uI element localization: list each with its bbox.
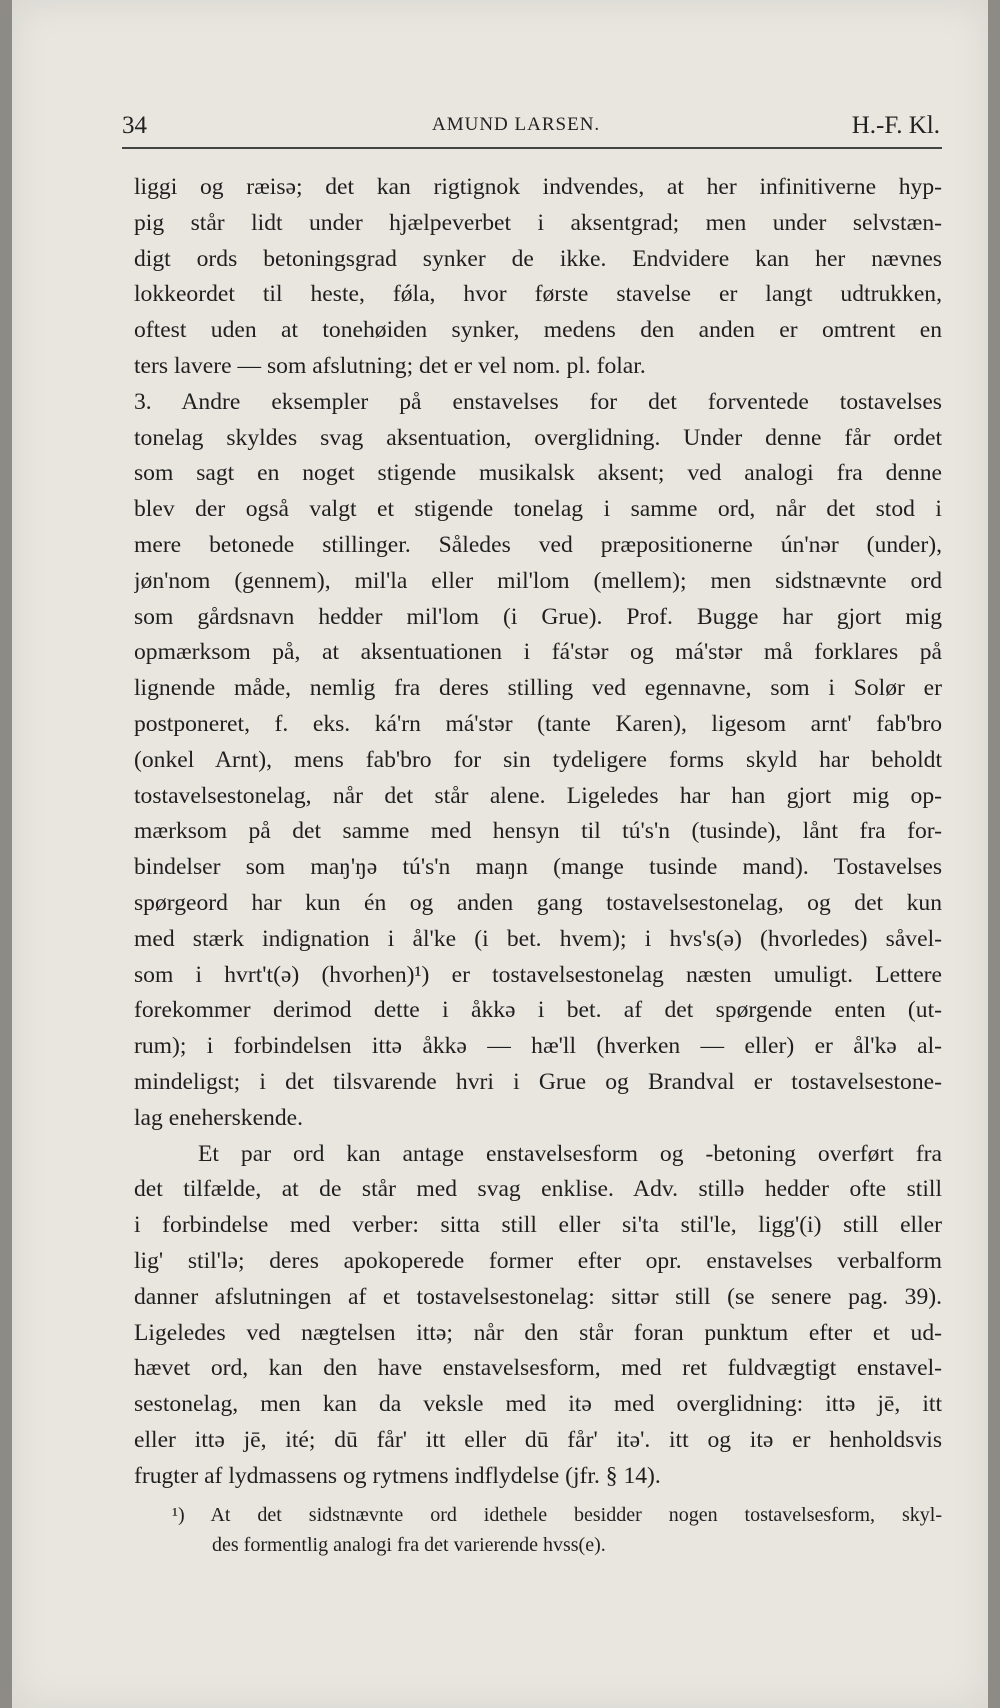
text-line: ters lavere — som afslutning; det er vel nom. pl. folar. (134, 352, 646, 379)
text-line: med stærk indignation i ål'ke (i bet. hvem); i hvs's(ə) (hvorledes) såvel- (134, 925, 942, 952)
text-line: lignende måde, nemlig fra deres stilling ved egennavne, som i Solør er (134, 675, 942, 702)
text-line: tonelag skyldes svag aksentuation, overglidning. Under denne får ordet (134, 424, 942, 451)
text-line: liggi og ræisə; det kan rigtignok indvendes, at her infinitiverne hyp- (134, 174, 942, 200)
text-line: mærksom på det samme med hensyn til tú's'n (tusinde), lånt fra for- (134, 818, 942, 845)
text-line: spørgeord har kun én og anden gang tostavelsestonelag, og det kun (134, 889, 942, 916)
text-line: forekommer derimod dette i åkkə i bet. af det spørgende enten (ut- (134, 997, 942, 1024)
text-line: hævet ord, kan den have enstavelsesform, med ret fuldvægtigt enstavel- (134, 1355, 942, 1382)
text-line: frugter af lydmassens og rytmens indflydelse (jfr. § 14). (134, 1462, 661, 1489)
text-line: Et par ord kan antage enstavelsesform og -betoning overført fra (198, 1140, 942, 1167)
text-line: danner afslutningen af et tostavelsestonelag: sittər still (se senere pag. 39). (134, 1283, 942, 1310)
page-header (122, 112, 952, 144)
page-number: 34 (122, 112, 147, 139)
text-line: postponeret, f. eks. ká'rn má'stər (tante Karen), ligesom arnt' fab'bro (134, 710, 942, 737)
text-line: mindeligst; i det tilsvarende hvri i Grue og Brandval er tostavelsestone- (134, 1068, 942, 1095)
text-line: (onkel Arnt), mens fab'bro for sin tydeligere forms skyld har beholdt (134, 746, 942, 773)
text-line: det tilfælde, at de står med svag enklise. Adv. stillə hedder ofte still (134, 1176, 942, 1203)
text-line: digt ords betoningsgrad synker de ikke. Endvidere kan her nævnes (134, 245, 942, 272)
text-line: oftest uden at tonehøiden synker, medens den anden er omtrent en (134, 317, 942, 344)
text-line: 3. Andre eksempler på enstavelses for det forventede tostavelses (134, 388, 942, 415)
text-line: lag eneherskende. (134, 1104, 304, 1131)
text-line: som gårdsnavn hedder mil'lom (i Grue). Prof. Bugge har gjort mig (134, 603, 942, 630)
footnote-line: des formentlig analogi fra det varierende hvss(e). (212, 1534, 606, 1556)
text-line: som i hvrt't(ə) (hvorhen)¹) er tostavelsestonelag næsten umuligt. Lettere (134, 961, 942, 988)
footnote (172, 1500, 942, 1560)
text-line: mere betonede stillinger. Således ved præpositionerne ún'nər (under), (134, 531, 942, 558)
text-line: tostavelsestonelag, når det står alene. Ligeledes har han gjort mig op- (134, 782, 942, 809)
header-rule (122, 147, 942, 149)
text-line: bindelser som maŋ'ŋə tú's'n maŋn (mange tusinde mand). Tostavelses (134, 854, 942, 881)
text-line: pig står lidt under hjælpeverbet i aksentgrad; men under selvstæn- (134, 209, 942, 236)
text-line: blev der også valgt et stigende tonelag i samme ord, når det stod i (134, 496, 942, 523)
text-line: lig' stil'lə; deres apokoperede former efter opr. enstavelses verbalform (134, 1247, 942, 1274)
running-title: AMUND LARSEN. (432, 114, 601, 135)
text-line: sestonelag, men kan da veksle med itə med overglidning: ittə jē, itt (134, 1391, 942, 1418)
text-line: opmærksom på, at aksentuationen i fá'stər og má'stər må forklares på (134, 639, 942, 666)
text-line: eller ittə jē, ité; dū får' itt eller dū får' itə'. itt og itə er henholdsvis (134, 1426, 942, 1453)
footnote-line: ¹) At det sidstnævnte ord idethele besidder nogen tostavelsesform, skyl- (172, 1504, 942, 1526)
text-line: som sagt en noget stigende musikalsk aksent; ved analogi fra denne (134, 460, 942, 487)
section-label: H.-F. Kl. (851, 112, 940, 139)
book-page (12, 0, 988, 1708)
text-line: rum); i forbindelsen ittə åkkə — hæ'll (hverken — eller) er ål'kə al- (134, 1033, 942, 1060)
text-line: jøn'nom (gennem), mil'la eller mil'lom (mellem); men sidstnævnte ord (134, 567, 942, 594)
text-line: Ligeledes ved nægtelsen ittə; når den står foran punktum efter et ud- (134, 1319, 942, 1346)
text-line: i forbindelse med verber: sitta still eller si'ta stil'le, ligg'(i) still eller (134, 1212, 942, 1239)
text-line: lokkeordet til heste, fǿla, hvor første stavelse er langt udtrukken, (134, 281, 942, 308)
body-text (134, 170, 942, 1494)
